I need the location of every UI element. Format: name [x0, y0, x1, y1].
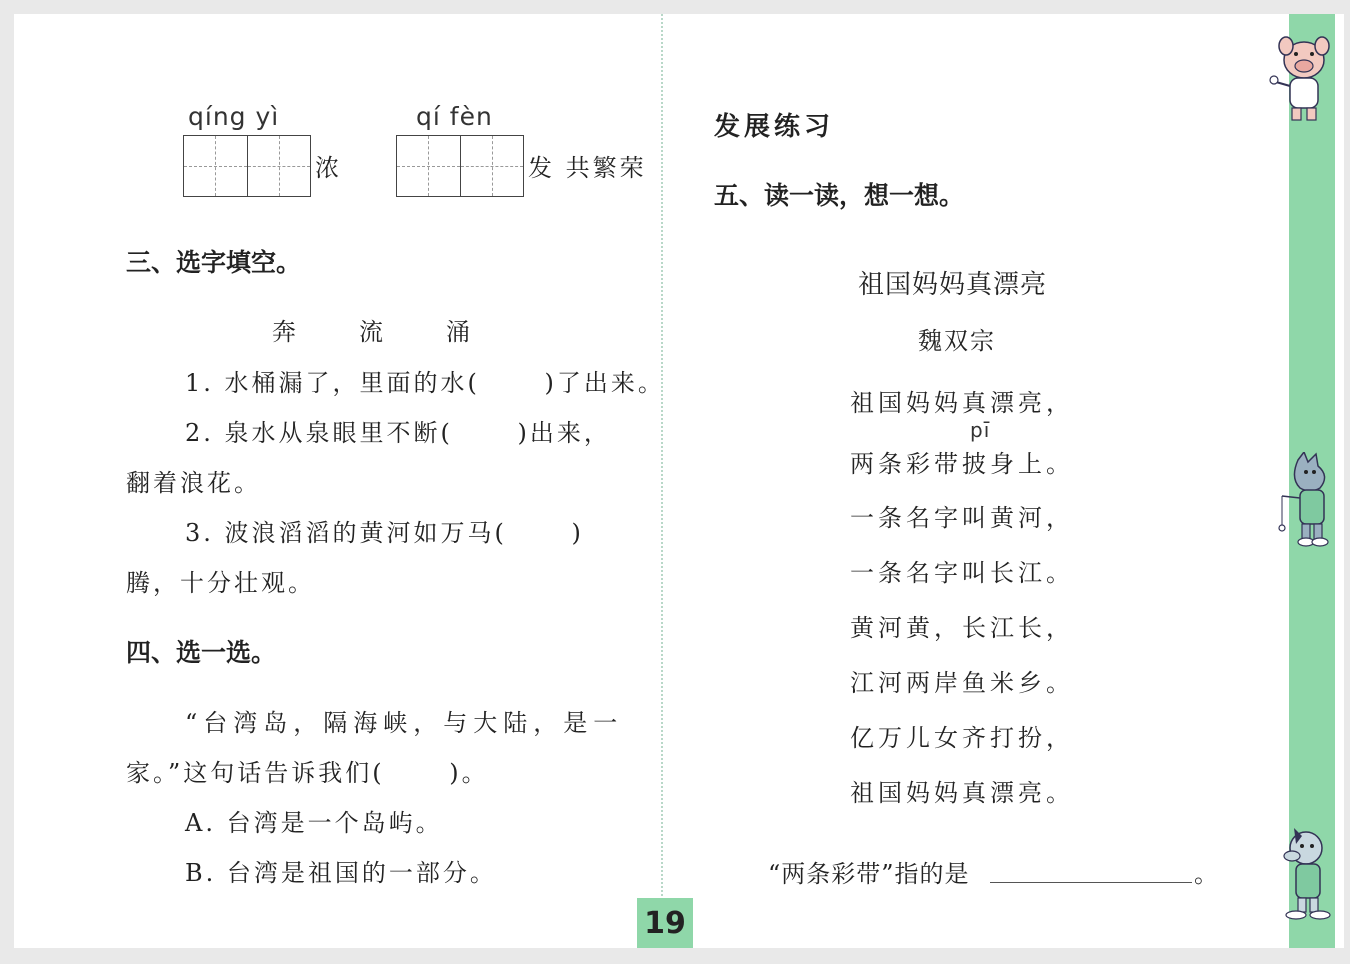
- pinyin-qingyi: qíng yì: [188, 102, 280, 131]
- quote-line-2: 家。”这句话告诉我们( )。: [126, 759, 489, 787]
- practice-title: 发展练习: [714, 112, 835, 142]
- poem-title: 祖国妈妈真漂亮: [858, 270, 1048, 300]
- question-end: 。: [1194, 860, 1221, 888]
- word-choice: 流: [359, 318, 386, 346]
- cartoon-wolf-mascot-icon: [1276, 452, 1338, 548]
- writing-cell[interactable]: [397, 136, 461, 196]
- question-3-cont: 腾，十分壮观。: [126, 569, 315, 597]
- poem-line: 一条名字叫黄河，: [850, 504, 1074, 532]
- writing-cell[interactable]: [248, 136, 311, 196]
- writing-box-2[interactable]: [396, 135, 524, 197]
- writing-box-1[interactable]: [183, 135, 311, 197]
- poem-author: 魏双宗: [918, 327, 996, 355]
- cartoon-pig-mascot-icon: [1268, 34, 1338, 126]
- pinyin-pi: pī: [970, 418, 991, 442]
- section3-title: 三、选字填空。: [126, 248, 302, 277]
- poem-line: 江河两岸鱼米乡。: [850, 669, 1074, 697]
- writing-cell[interactable]: [184, 136, 248, 196]
- word-choice: 奔: [272, 318, 299, 346]
- question-3: 3. 波浪滔滔的黄河如万马( ): [185, 519, 584, 547]
- page-number: 19: [637, 898, 693, 948]
- question-text: “两条彩带”指的是: [768, 860, 970, 888]
- poem-line: 祖国妈妈真漂亮，: [850, 389, 1074, 417]
- poem-line: 祖国妈妈真漂亮。: [850, 779, 1074, 807]
- option-b[interactable]: B. 台湾是祖国的一部分。: [185, 859, 497, 887]
- section4-title: 四、选一选。: [126, 638, 277, 667]
- center-fold: [661, 14, 663, 948]
- option-a[interactable]: A. 台湾是一个岛屿。: [185, 809, 443, 837]
- poem-line: 一条名字叫长江。: [850, 559, 1074, 587]
- box-suffix-1: 浓: [315, 154, 342, 182]
- poem-line: 亿万儿女齐打扮，: [850, 724, 1074, 752]
- writing-cell[interactable]: [461, 136, 524, 196]
- section5-title: 五、读一读，想一想。: [714, 181, 965, 210]
- question-2-cont: 翻着浪花。: [126, 469, 261, 497]
- question-2: 2. 泉水从泉眼里不断( )出来，: [185, 419, 611, 447]
- quote-line-1: “台湾岛，隔海峡，与大陆，是一: [185, 709, 624, 737]
- question-1: 1. 水桶漏了，里面的水( )了出来。: [185, 369, 665, 397]
- poem-line: 黄河黄，长江长，: [850, 614, 1074, 642]
- answer-line[interactable]: [990, 882, 1192, 883]
- poem-line: 两条彩带披身上。: [850, 450, 1074, 478]
- box-suffix-2: 发 共繁荣: [528, 154, 647, 182]
- cartoon-dog-mascot-icon: [1272, 822, 1338, 922]
- word-choice: 涌: [446, 318, 473, 346]
- pinyin-qifen: qí fèn: [416, 102, 493, 131]
